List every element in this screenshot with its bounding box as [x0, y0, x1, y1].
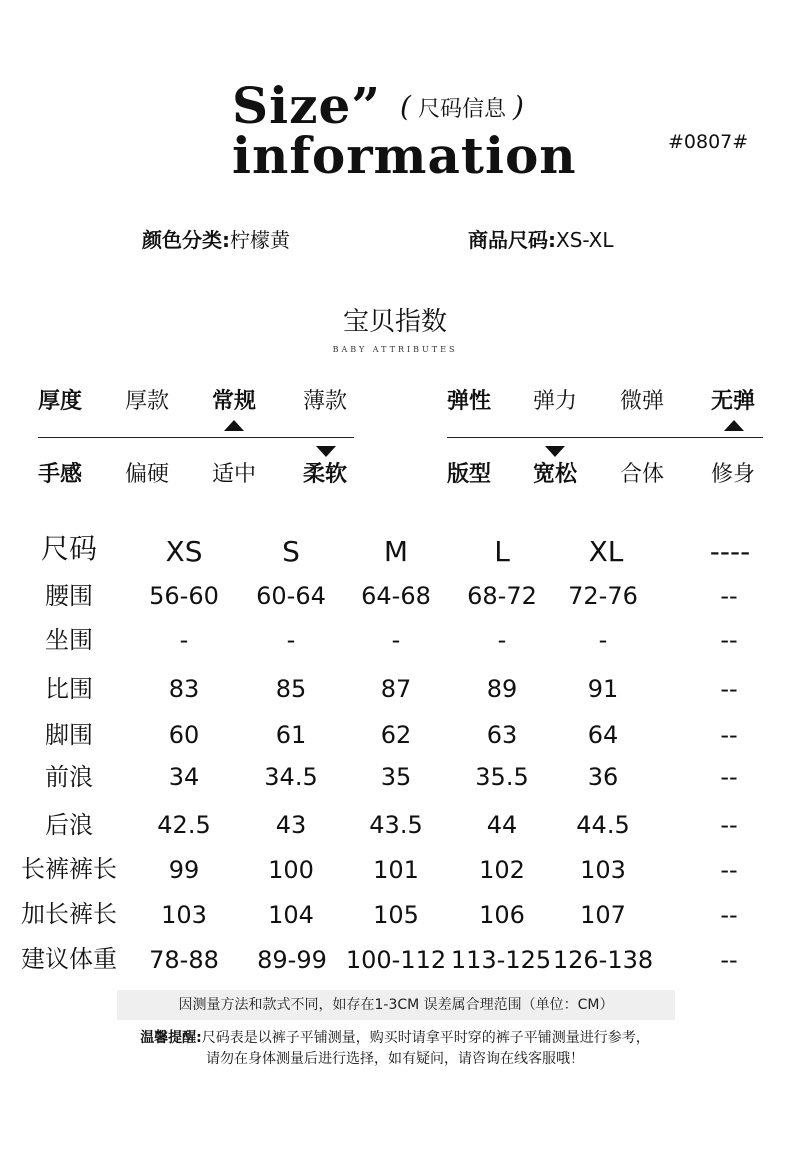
- table-cell: 83: [168, 675, 200, 703]
- table-cell: 99: [168, 856, 200, 884]
- table-cell: 89-99: [257, 946, 327, 974]
- table-cell: 68-72: [467, 582, 537, 610]
- selected-up-arrow-icon: [224, 420, 244, 431]
- thickness-option-thin: 薄款: [303, 389, 348, 414]
- table-cell: 102: [479, 856, 525, 884]
- thickness-option-thick: 厚款: [125, 389, 170, 414]
- table-cell: 34.5: [264, 763, 318, 791]
- color-label: 颜色分类:: [142, 228, 230, 252]
- size-header-empty: ----: [709, 535, 751, 568]
- measurement-note: 因测量方法和款式不同，如存在1-3CM 误差属合理范围（单位：CM）: [117, 990, 675, 1020]
- table-cell: 91: [587, 675, 619, 703]
- table-cell: -: [497, 626, 507, 654]
- table-cell: 34: [168, 763, 200, 791]
- table-cell: --: [720, 763, 738, 791]
- title-information: information: [232, 126, 577, 185]
- elasticity-option-slight: 微弹: [620, 389, 665, 414]
- color-category: [142, 226, 290, 254]
- table-cell: -: [391, 626, 401, 654]
- row-label-pants-length: 长裤裤长: [21, 855, 117, 883]
- size-header-s: S: [282, 535, 300, 568]
- selected-down-arrow-icon: [316, 446, 336, 457]
- row-label-extended-length: 加长裤长: [21, 900, 117, 928]
- size-header-m: M: [383, 535, 409, 568]
- row-label-front-rise: 前浪: [45, 763, 93, 791]
- table-cell: --: [720, 582, 738, 610]
- table-cell: 63: [486, 721, 518, 749]
- table-cell: 64-68: [361, 582, 431, 610]
- subtitle: [400, 92, 524, 125]
- size-header-xs: XS: [165, 535, 203, 568]
- size-value: XS-XL: [556, 228, 614, 252]
- table-cell: 100-112: [345, 946, 447, 974]
- tip-text-1: 尺码表是以裤子平铺测量，购买时请拿平时穿的裤子平铺测量进行参考，: [201, 1030, 650, 1046]
- row-label-suggested-weight: 建议体重: [21, 945, 117, 973]
- selected-down-arrow-icon: [545, 446, 565, 457]
- table-cell: --: [720, 856, 738, 884]
- selected-up-arrow-icon: [724, 420, 744, 431]
- table-cell: 56-60: [149, 582, 219, 610]
- table-cell: 105: [373, 901, 419, 929]
- feel-option-medium: 适中: [212, 462, 257, 487]
- close-paren: ): [512, 90, 524, 123]
- feel-label: 手感: [38, 462, 83, 487]
- table-cell: 107: [580, 901, 626, 929]
- thickness-label: 厚度: [38, 389, 83, 414]
- table-cell: -: [179, 626, 189, 654]
- tip-line-1: [0, 1028, 790, 1048]
- row-label-hip: 坐围: [45, 626, 93, 654]
- table-cell: 44.5: [576, 811, 630, 839]
- table-cell: 126-138: [552, 946, 654, 974]
- table-cell: --: [720, 721, 738, 749]
- table-cell: 78-88: [149, 946, 219, 974]
- table-cell: 85: [275, 675, 307, 703]
- table-cell: 104: [268, 901, 314, 929]
- table-cell: --: [720, 946, 738, 974]
- divider-right: [447, 437, 763, 438]
- table-cell: 72-76: [568, 582, 638, 610]
- elasticity-option-none: 无弹: [711, 389, 756, 414]
- row-label-leg-opening: 脚围: [45, 721, 93, 749]
- baby-index-title: 宝贝指数: [342, 307, 447, 337]
- table-cell: 43.5: [369, 811, 423, 839]
- table-cell: 62: [380, 721, 412, 749]
- product-code: #0807#: [668, 131, 749, 153]
- table-cell: 100: [268, 856, 314, 884]
- table-cell: 36: [587, 763, 619, 791]
- baby-index-subtitle: BABY ATTRIBUTES: [332, 345, 458, 354]
- elasticity-label: 弹性: [447, 389, 492, 414]
- feel-option-soft: 柔软: [303, 462, 348, 487]
- table-cell: 103: [161, 901, 207, 929]
- tip-label: 温馨提醒:: [140, 1030, 202, 1046]
- table-cell: --: [720, 626, 738, 654]
- size-header-xl: XL: [588, 535, 624, 568]
- tip-line-2: 请勿在身体测量后进行选择，如有疑问，请咨询在线客服哦！: [206, 1051, 584, 1067]
- table-cell: 106: [479, 901, 525, 929]
- table-cell: -: [286, 626, 296, 654]
- fit-option-regular: 合体: [620, 462, 665, 487]
- table-cell: 35: [380, 763, 412, 791]
- table-cell: 103: [580, 856, 626, 884]
- color-value: 柠檬黄: [230, 228, 290, 252]
- size-header-label: 尺码: [40, 532, 98, 565]
- table-cell: 64: [587, 721, 619, 749]
- table-cell: 60-64: [256, 582, 326, 610]
- row-label-thigh: 比围: [45, 675, 93, 703]
- size-label: 商品尺码:: [468, 228, 556, 252]
- table-cell: 44: [486, 811, 518, 839]
- table-cell: 87: [380, 675, 412, 703]
- size-range: [468, 226, 613, 254]
- table-cell: -: [598, 626, 608, 654]
- subtitle-text: 尺码信息: [417, 97, 506, 122]
- thickness-option-regular: 常规: [212, 389, 257, 414]
- title-size: Size”: [232, 76, 382, 135]
- divider-left: [38, 437, 354, 438]
- table-cell: --: [720, 901, 738, 929]
- open-paren: (: [400, 90, 411, 123]
- elasticity-option-stretch: 弹力: [533, 389, 578, 414]
- table-cell: 43: [275, 811, 307, 839]
- fit-label: 版型: [447, 462, 492, 487]
- table-cell: 60: [168, 721, 200, 749]
- row-label-back-rise: 后浪: [45, 811, 93, 839]
- table-cell: 113-125: [450, 946, 552, 974]
- table-cell: 101: [373, 856, 419, 884]
- feel-option-hard: 偏硬: [125, 462, 170, 487]
- row-label-waist: 腰围: [45, 582, 93, 610]
- table-cell: 42.5: [157, 811, 211, 839]
- table-cell: 89: [486, 675, 518, 703]
- table-cell: --: [720, 675, 738, 703]
- table-cell: 35.5: [475, 763, 529, 791]
- fit-option-slim: 修身: [711, 462, 756, 487]
- table-cell: --: [720, 811, 738, 839]
- table-cell: 61: [275, 721, 307, 749]
- fit-option-loose: 宽松: [533, 462, 578, 487]
- size-header-l: L: [494, 535, 510, 568]
